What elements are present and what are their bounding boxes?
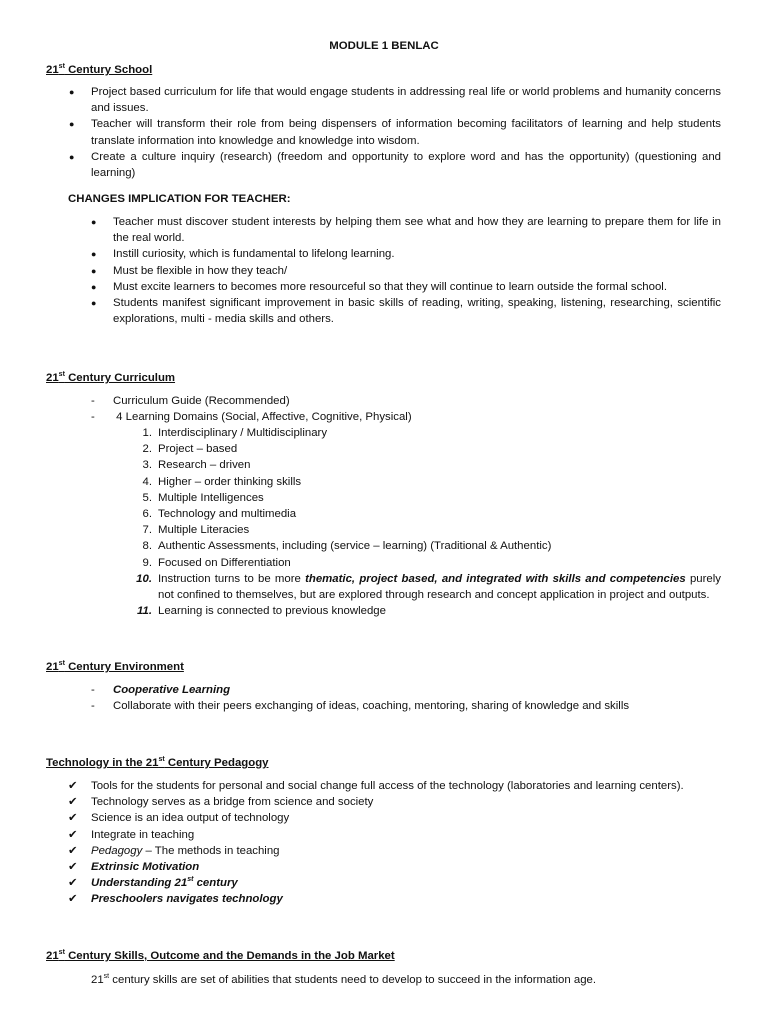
heading-text: 21 — [46, 950, 59, 962]
list-item-text: Instruction turns to be more — [158, 572, 306, 585]
list-item — [91, 682, 721, 698]
list-item-text: Collaborate with their peers exchanging of ideas, coaching, mentoring, sharing of knowledge and skills — [113, 700, 630, 713]
list-number: 7. — [142, 524, 152, 537]
list-item-text: Learning is connected to previous knowledge — [158, 605, 386, 618]
page-title: MODULE 1 BENLAC — [329, 40, 439, 52]
list-number: 4. — [142, 475, 152, 488]
list-item — [68, 778, 721, 794]
list-item — [68, 827, 721, 843]
superscript: st — [58, 660, 65, 668]
list-item — [68, 875, 721, 891]
list-item-text: Teacher will transform their role from being dispensers of information becoming facilitators of learning and help students translate information into knowledge and knowledge into wisdom. — [91, 118, 721, 147]
list-number: 8. — [142, 540, 152, 553]
list-item — [142, 506, 721, 522]
heading-text: Century School — [64, 64, 153, 76]
changes-heading: CHANGES IMPLICATION FOR TEACHER: — [68, 193, 291, 205]
learning-domains-numbered-list — [136, 425, 725, 619]
list-number: 1. — [142, 427, 152, 439]
emphasis-text: Preschoolers navigates technology — [91, 893, 283, 906]
list-item-text: Focused on Differentiation — [158, 556, 291, 569]
list-item-text: Cooperative Learning — [113, 684, 231, 696]
list-item-text: Instill curiosity, which is fundamental to lifelong learning. — [113, 248, 395, 261]
emphasis-text: thematic, project based, and integrated with skills and competencies — [305, 572, 686, 585]
bullet-icon: ● — [91, 217, 97, 227]
list-item — [142, 441, 721, 457]
heading-21st-century-school — [46, 62, 152, 78]
superscript: st — [187, 876, 194, 884]
bullet-icon: ● — [91, 265, 97, 276]
list-item — [69, 84, 721, 116]
list-item-text: Students manifest significant improvement in basic skills of reading, writing, speaking, listening, researching, scientific explorations, multi - media skills and others. — [113, 297, 721, 326]
list-item-text: Teacher must discover student interests by helping them see what and how they are learning to prepare them for life in the real world. — [113, 216, 721, 245]
list-item-text: Authentic Assessments, including (service – learning) (Traditional & Authentic) — [158, 540, 552, 553]
list-item — [142, 555, 721, 571]
list-number: 10. — [136, 572, 152, 585]
bullet-icon: ● — [69, 119, 75, 130]
checkmark-icon: ✔ — [68, 780, 78, 792]
superscript: st — [103, 973, 110, 981]
checkmark-icon: ✔ — [68, 861, 78, 874]
emphasis-text-part: Understanding 21 — [91, 877, 188, 890]
dash-marker: - — [91, 684, 95, 696]
list-item — [91, 246, 721, 262]
school-bullet-list — [69, 84, 721, 181]
list-item — [91, 263, 721, 279]
superscript: st — [58, 949, 65, 957]
list-item — [142, 522, 721, 538]
list-item — [91, 698, 721, 714]
heading-text: 21 — [46, 372, 59, 384]
heading-text: Century Pedagogy — [164, 757, 269, 769]
list-number: 3. — [142, 459, 152, 472]
list-item — [68, 859, 721, 875]
changes-bullet-list — [91, 214, 721, 327]
paragraph-text: 21 — [91, 974, 104, 986]
list-item-text: Technology serves as a bridge from science and society — [91, 796, 374, 809]
heading-text: 21 — [46, 661, 59, 673]
list-item-text: – The methods in teaching — [142, 844, 280, 857]
superscript: st — [58, 371, 65, 379]
list-item — [68, 843, 721, 859]
bullet-icon: ● — [91, 249, 97, 260]
paragraph-text: century skills are set of abilities that students need to develop to succeed in the information age. — [109, 974, 597, 986]
list-item — [142, 474, 721, 490]
emphasis-text-part: century — [193, 877, 238, 890]
list-item-text: Integrate in teaching — [91, 828, 195, 841]
heading-text: Century Curriculum — [64, 372, 176, 384]
checkmark-icon: ✔ — [68, 877, 78, 890]
list-item-text: Technology and multimedia — [158, 508, 297, 521]
skills-intro-paragraph — [91, 972, 721, 988]
dash-marker: - — [91, 700, 95, 713]
checkmark-icon: ✔ — [68, 893, 78, 906]
superscript: st — [58, 63, 65, 71]
list-number: 9. — [142, 556, 152, 569]
list-item — [68, 810, 721, 826]
list-item-text: Multiple Literacies — [158, 524, 250, 537]
list-item — [91, 214, 721, 246]
emphasis-text: Pedagogy — [91, 844, 143, 857]
list-item — [142, 425, 721, 441]
list-item — [142, 457, 721, 473]
bullet-icon: ● — [69, 151, 75, 162]
list-item — [68, 891, 721, 907]
bullet-icon: ● — [91, 298, 97, 309]
list-item-text: Project – based — [158, 443, 238, 456]
list-item-text: Interdisciplinary / Multidisciplinary — [158, 427, 328, 439]
environment-dash-list — [91, 682, 721, 714]
list-item — [91, 295, 721, 327]
list-item-text: Must excite learners to becomes more resourceful so that they will continue to learn outside the formal school. — [113, 280, 667, 293]
heading-21st-century-skills — [46, 948, 395, 964]
bullet-icon: ● — [69, 87, 75, 97]
list-number: 5. — [142, 491, 152, 504]
list-item-text: Must be flexible in how they teach/ — [113, 264, 288, 277]
list-item-text: Research – driven — [158, 459, 251, 472]
list-item-text: Tools for the students for personal and social change full access of the technology (laboratories and learning centers). — [91, 780, 684, 792]
list-number: 6. — [142, 508, 152, 521]
list-item-text: Multiple Intelligences — [158, 491, 264, 504]
list-item — [91, 279, 721, 295]
list-item-text: Science is an idea output of technology — [91, 812, 290, 825]
list-item — [69, 149, 721, 181]
list-item-text: purely not confined to themselves, but are explored through research and concept application in project and outputs. — [158, 572, 725, 602]
heading-21st-century-environment — [46, 659, 184, 675]
list-item — [142, 490, 721, 506]
heading-text: Century Skills, Outcome and the Demands in the Job Market — [64, 950, 395, 962]
checkmark-icon: ✔ — [68, 844, 78, 857]
bullet-icon: ● — [91, 281, 97, 292]
heading-text: Technology in the 21 — [46, 757, 159, 769]
heading-text: 21 — [46, 64, 59, 76]
checkmark-icon: ✔ — [68, 812, 78, 825]
dash-marker: - — [91, 395, 95, 407]
list-number: 2. — [142, 443, 152, 456]
curriculum-dash-list — [91, 393, 721, 425]
list-item — [137, 603, 721, 619]
superscript: st — [158, 756, 165, 764]
list-item-text: Higher – order thinking skills — [158, 475, 302, 488]
list-item-text: Project based curriculum for life that would engage students in addressing real life or world problems and humanity concerns and issues. — [91, 86, 721, 115]
heading-21st-century-curriculum — [46, 370, 175, 386]
heading-text: Century Environment — [64, 661, 184, 673]
list-item-text: Create a culture inquiry (research) (freedom and opportunity to explore word and has the opportunity) (questioning and learning) — [91, 150, 721, 180]
list-item — [136, 571, 725, 603]
checkmark-icon: ✔ — [68, 796, 78, 809]
dash-marker: - — [91, 411, 95, 424]
checkmark-icon: ✔ — [68, 828, 78, 841]
list-item — [68, 794, 721, 810]
list-item — [142, 538, 721, 554]
list-item-text: 4 Learning Domains (Social, Affective, Cognitive, Physical) — [113, 411, 412, 424]
list-item — [91, 409, 721, 425]
emphasis-text — [91, 877, 238, 889]
emphasis-text: Extrinsic Motivation — [91, 861, 200, 874]
heading-technology-pedagogy — [46, 755, 269, 771]
list-item — [91, 393, 721, 409]
list-number: 11. — [137, 605, 152, 618]
list-item — [69, 116, 721, 148]
list-item-text: Curriculum Guide (Recommended) — [113, 395, 290, 407]
technology-checklist — [68, 778, 721, 908]
